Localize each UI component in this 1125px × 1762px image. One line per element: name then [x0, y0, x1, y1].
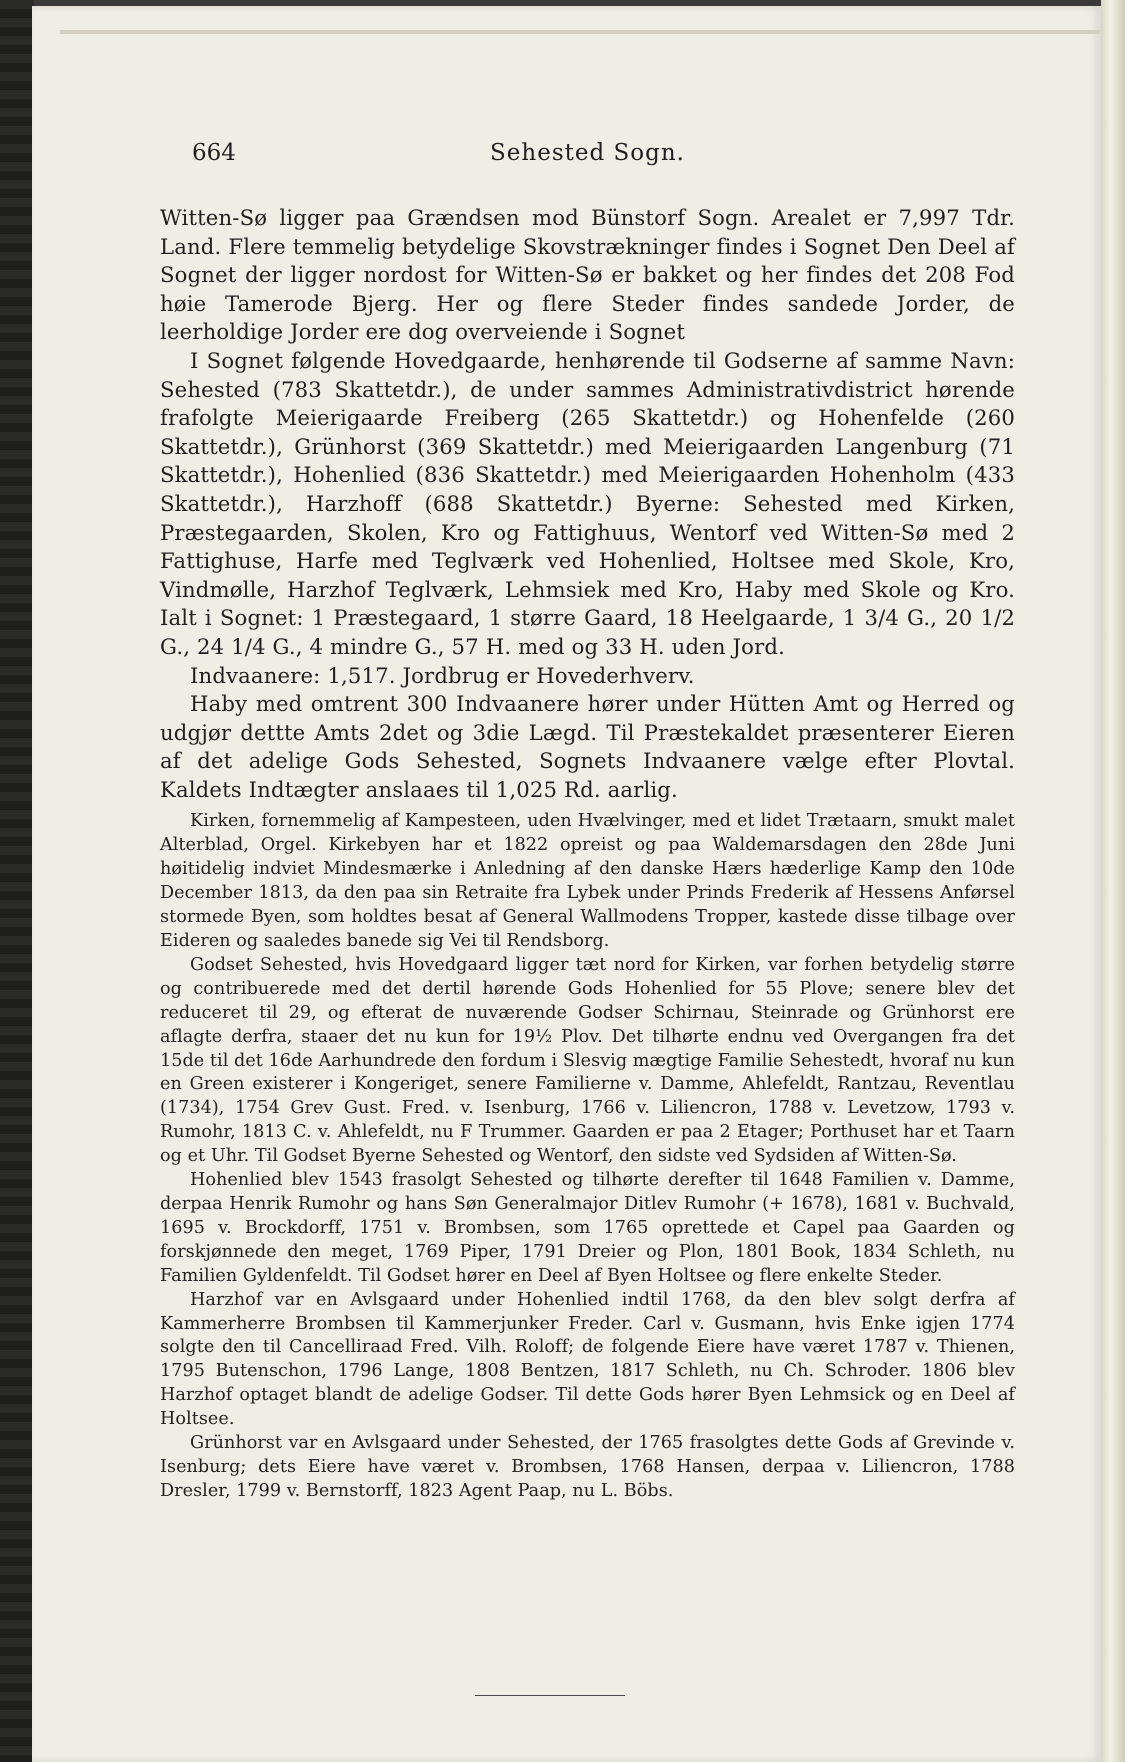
note-paragraph: Hohenlied blev 1543 frasolgt Sehested og tilhørte derefter til 1648 Familien v. Damme, derpaa Henrik Rumohr og hans Søn Generalmajor Ditlev Rumohr (+ 1678), 1681 v. Buchvald, 1695 v. Brockdorff, 1751 v. Brombsen, som 1765 oprettede et Capel paa Gaarden og forskjønnede den meget, 1769 Piper, 1791 Dreier og Plon, 1801 Book, 1834 Schleth, nu Familien Gyldenfeldt. Til Godset hører en Deel af Byen Holtsee og flere enkelte Steder. [160, 1170, 1015, 1286]
note-paragraph: Grünhorst var en Avlsgaard under Sehested, der 1765 frasolgtes dette Gods af Grevinde v. Isenburg; dets Eiere have været v. Brombsen, 1768 Hansen, derpaa v. Liliencron, 1788 Dresler, 1799 v. Bernstorff, 1823 Agent Paap, nu L. Böbs. [160, 1433, 1015, 1501]
running-header [160, 140, 1015, 176]
book-spine [0, 0, 34, 1762]
note-paragraph: Harzhof var en Avlsgaard under Hohenlied indtil 1768, da den blev solgt derfra af Kammerherre Brombsen til Kammerjunker Freder. Carl v. Gusmann, hvis Enke igjen 1774 solgte den til Cancelliraad Fred. Vilh. Roloff; de folgende Eiere have været 1787 v. Thienen, 1795 Butenschon, 1796 Lange, 1808 Bentzen, 1817 Schleth, nu Ch. Schroder. 1806 blev Harzhof optaget blandt de adelige Godser. Til dette Gods hører Byen Lehmsick og en Deel af Holtsee. [160, 1289, 1015, 1430]
note-paragraph: Kirken, fornemmelig af Kampesteen, uden Hvælvinger, med et lidet Trætaarn, smukt malet Alterblad, Orgel. Kirkebyen har et 1822 opreist og paa Waldemarsdagen den 28de Juni høitidelig indviet Mindesmærke i Anledning af den danske Hærs hæderlige Kamp den 10de December 1813, da den paa sin Retraite fra Lybek under Prinds Frederik af Hessens Anførsel stormede Byen, som holdtes besat af General Wallmodens Tropper, kastede disse tilbage over Eideren og saaledes banede sig Vei til Rendsborg. [160, 811, 1015, 951]
page-number: 664 [192, 140, 236, 166]
footnotes [160, 810, 1015, 1503]
main-text [160, 204, 1015, 804]
page-title: Sehested Sogn. [490, 140, 685, 166]
note-paragraph: Godset Sehested, hvis Hovedgaard ligger tæt nord for Kirken, var forhen betydelig større og contribuerede med det dertil hørende Gods Hohenlied for 55 Plove; senere blev det reduceret til 29, og efterat de nuværende Godser Schirnau, Steinrade og Grünhorst ere aflagte derfra, staaer det nu kun for 19½ Plov. Det tilhørte endnu ved Overgangen fra det 15de til det 16de Aarhundrede den fordum i Slesvig mægtige Familie Sehestedt, hvoraf nu kun en Green existerer i Kongeriget, senere Familierne v. Damme, Ahlefeldt, Rantzau, Reventlau (1734), 1754 Grev Gust. Fred. v. Isenburg, 1766 v. Liliencron, 1788 v. Levetzow, 1793 v. Rumohr, 1813 C. v. Ahlefeldt, nu F Trummer. Gaarden er paa 2 Etager; Porthuset har et Taarn og et Uhr. Til Godset Byerne Sehested og Wentorf, den sidste ved Sydsiden af Witten-Sø. [160, 954, 1016, 1167]
end-rule [475, 1695, 625, 1696]
page-top-band [60, 30, 1100, 34]
paragraph: Witten-Sø ligger paa Grændsen mod Bünstorf Sogn. Arealet er 7,997 Tdr. Land. Flere temmelig betydelige Skovstrækninger findes i Sognet Den Deel af Sognet der ligger nordost for Witten-Sø er bakket og her findes det 208 Fod høie Tamerode Bjerg. Her og flere Steder findes sandede Jorder, de leerholdige Jorder ere dog overveiende i Sognet [160, 205, 1015, 345]
page-content [160, 140, 1015, 1504]
paragraph: Indvaanere: 1,517. Jordbrug er Hovederhverv. [190, 662, 695, 688]
paragraph: Haby med omtrent 300 Indvaanere hører under Hütten Amt og Herred og udgjør dettte Amts 2det og 3die Lægd. Til Præstekaldet præsenterer Eieren af det adelige Gods Sehested, Sognets Indvaanere vælge efter Plovtal. Kaldets Indtægter anslaaes til 1,025 Rd. aarlig. [160, 691, 1015, 802]
page-edge [1101, 0, 1125, 1762]
paragraph: I Sognet følgende Hovedgaarde, henhørende til Godserne af samme Navn: Sehested (783 Skattetdr.), de under sammes Administrativdistrict hørende frafolgte Meierigaarde Freiberg (265 Skattetdr.) og Hohenfelde (260 Skattetdr.), Grünhorst (369 Skattetdr.) med Meierigaarden Langenburg (71 Skattetdr.), Hohenlied (836 Skattetdr.) med Meierigaarden Hohenholm (433 Skattetdr.), Harzhoff (688 Skattetdr.) Byerne: Sehested med Kirken, Præstegaarden, Skolen, Kro og Fattighuus, Wentorf ved Witten-Sø med 2 Fattighuse, Harfe med Teglværk ved Hohenlied, Holtsee med Skole, Kro, Vindmølle, Harzhof Teglværk, Lehmsiek med Kro, Haby med Skole og Kro. Ialt i Sognet: 1 Præstegaard, 1 større Gaard, 18 Heelgaarde, 1 3/4 G., 20 1/2 G., 24 1/4 G., 4 mindre G., 57 H. med og 33 H. uden Jord. [160, 347, 1015, 659]
